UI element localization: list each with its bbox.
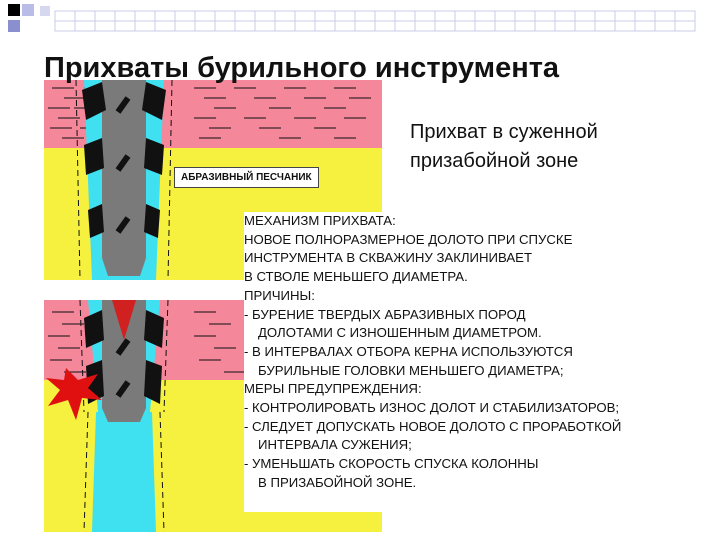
prevention-item: - СЛЕДУЕТ ДОПУСКАТЬ НОВОЕ ДОЛОТО С ПРОРАБОТКОЙ [244, 418, 622, 434]
grid-pattern [55, 11, 695, 31]
wellbore-narrow [92, 412, 156, 532]
rock-label: АБРАЗИВНЫЙ ПЕСЧАНИК [174, 167, 319, 188]
causes-heading: ПРИЧИНЫ: [244, 287, 315, 303]
mechanism-line: В СТВОЛЕ МЕНЬШЕГО ДИАМЕТРА. [244, 269, 468, 285]
decorative-squares [0, 0, 720, 40]
cause-item: - БУРЕНИЕ ТВЕРДЫХ АБРАЗИВНЫХ ПОРОД [244, 306, 526, 322]
prevention-item: - УМЕНЬШАТЬ СКОРОСТЬ СПУСКА КОЛОННЫ [244, 456, 539, 472]
mechanism-line: ИНСТРУМЕНТА В СКВАЖИНУ ЗАКЛИНИВАЕТ [244, 250, 533, 266]
subtitle-line: призабойной зоне [410, 150, 579, 172]
slide-title: Прихваты бурильного инструмента [44, 52, 560, 84]
cause-item: - В ИНТЕРВАЛАХ ОТБОРА КЕРНА ИСПОЛЬЗУЮТСЯ [244, 343, 573, 359]
subtitle-line: Прихват в суженной [410, 121, 598, 143]
slide-subtitle [410, 118, 598, 176]
cause-item: ДОЛОТАМИ С ИЗНОШЕННЫМ ДИАМЕТРОМ. [258, 325, 542, 341]
description-box [244, 212, 720, 512]
prevention-item: ИНТЕРВАЛА СУЖЕНИЯ; [258, 437, 412, 453]
prevention-item: В ПРИЗАБОЙНОЙ ЗОНЕ. [258, 474, 417, 490]
prevention-heading: МЕРЫ ПРЕДУПРЕЖДЕНИЯ: [244, 381, 422, 397]
mechanism-line: НОВОЕ ПОЛНОРАЗМЕРНОЕ ДОЛОТО ПРИ СПУСКЕ [244, 231, 573, 247]
mechanism-heading: МЕХАНИЗМ ПРИХВАТА: [244, 213, 396, 228]
prevention-item: - КОНТРОЛИРОВАТЬ ИЗНОС ДОЛОТ И СТАБИЛИЗАТОРОВ; [244, 400, 620, 416]
cause-item: БУРИЛЬНЫЕ ГОЛОВКИ МЕНЬШЕГО ДИАМЕТРА; [258, 362, 564, 378]
